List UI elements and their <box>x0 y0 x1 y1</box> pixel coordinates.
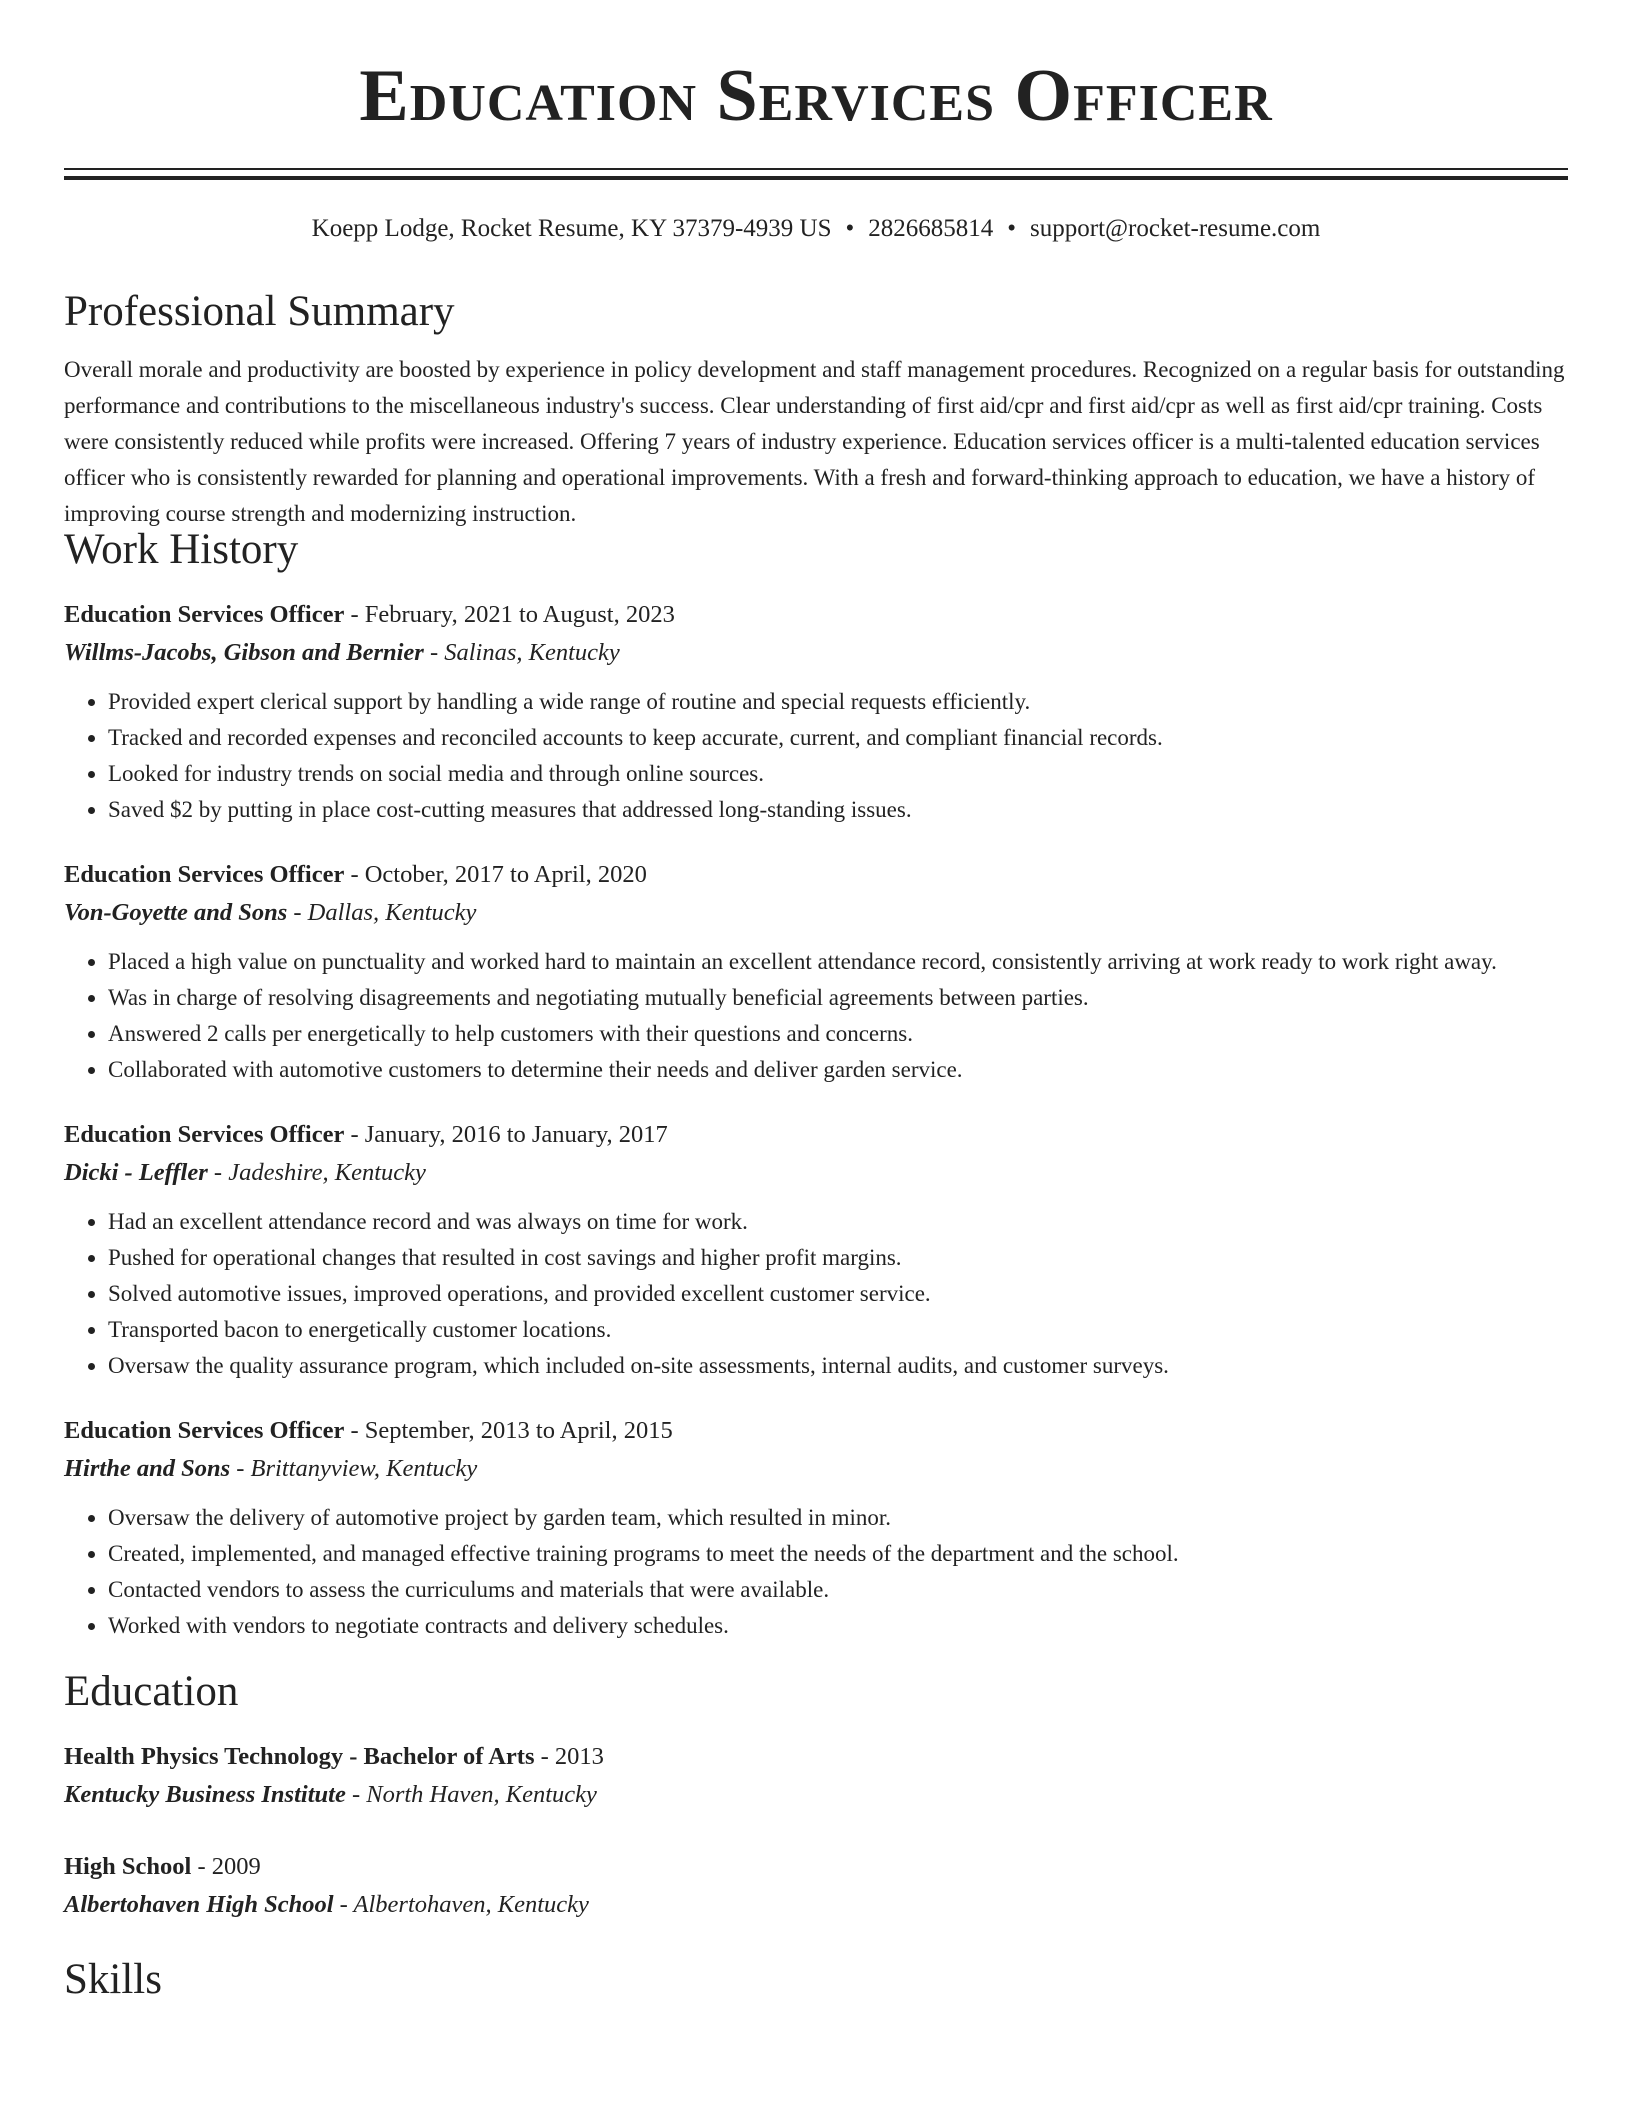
job-bullet: • Worked with vendors to negotiate contracts and delivery schedules. <box>108 1608 1568 1644</box>
job-company: Willms-Jacobs, Gibson and Bernier <box>64 639 424 666</box>
contact-email: support@rocket-resume.com <box>1030 215 1321 242</box>
education-location: - North Haven, Kentucky <box>345 1781 597 1808</box>
job-company-line <box>64 634 1568 672</box>
job-bullet: • Looked for industry trends on social media and through online sources. <box>108 756 1568 792</box>
job-dates: - January, 2016 to January, 2017 <box>344 1121 668 1148</box>
education-school: Albertohaven High School <box>64 1891 334 1918</box>
job-bullet: • Placed a high value on punctuality and worked hard to maintain an excellent attendance record, consistently arriving at work ready to work right away. <box>108 944 1568 980</box>
education-school: Kentucky Business Institute <box>64 1781 346 1808</box>
job-location: - Jadeshire, Kentucky <box>207 1159 426 1186</box>
candidate-name: Education Services Officer <box>359 55 1273 137</box>
education-entry <box>64 1738 1568 1814</box>
contact-phone: 2826685814 <box>868 215 994 242</box>
job-title-line <box>64 856 1568 894</box>
job-location: - Salinas, Kentucky <box>423 639 620 666</box>
education-year: - 2009 <box>191 1853 261 1880</box>
job-bullets <box>64 684 1568 828</box>
education-school-line <box>64 1776 1568 1814</box>
job-location: - Brittanyview, Kentucky <box>230 1455 478 1482</box>
section-heading-education: Education <box>64 1668 239 1715</box>
job-dates: - October, 2017 to April, 2020 <box>344 861 647 888</box>
section-heading-work-history: Work History <box>64 526 299 573</box>
job-bullet: • Oversaw the quality assurance program, which included on-site assessments, internal audits, and customer surveys. <box>108 1348 1568 1384</box>
job-bullet: • Was in charge of resolving disagreements and negotiating mutually beneficial agreements between parties. <box>108 980 1568 1016</box>
section-heading-summary: Professional Summary <box>64 288 455 335</box>
job-bullet: • Answered 2 calls per energetically to help customers with their questions and concerns. <box>108 1016 1568 1052</box>
job-title-line <box>64 1116 1568 1154</box>
job-bullet: • Contacted vendors to assess the curriculums and materials that were available. <box>108 1572 1568 1608</box>
job-title-line <box>64 1412 1568 1450</box>
job-title: Education Services Officer <box>64 1417 345 1444</box>
job-bullet: • Tracked and recorded expenses and reconciled accounts to keep accurate, current, and compliant financial records. <box>108 720 1568 756</box>
job-company: Von-Goyette and Sons <box>64 899 288 926</box>
job-dates: - February, 2021 to August, 2023 <box>344 601 675 628</box>
education-degree-line <box>64 1738 1568 1776</box>
job-company-line <box>64 1154 1568 1192</box>
job-entry <box>64 856 1568 1088</box>
contact-separator: • <box>1007 215 1017 242</box>
job-title: Education Services Officer <box>64 861 345 888</box>
education-degree-line <box>64 1848 1568 1886</box>
job-company-line <box>64 894 1568 932</box>
education-degree: High School <box>64 1853 192 1880</box>
contact-address: Koepp Lodge, Rocket Resume, KY 37379-4939 US <box>311 215 832 242</box>
job-bullet: • Provided expert clerical support by handling a wide range of routine and special requests efficiently. <box>108 684 1568 720</box>
job-bullet: • Saved $2 by putting in place cost-cutting measures that addressed long-standing issues. <box>108 792 1568 828</box>
job-bullets <box>64 1204 1568 1384</box>
job-bullet: • Had an excellent attendance record and was always on time for work. <box>108 1204 1568 1240</box>
job-dates: - September, 2013 to April, 2015 <box>344 1417 673 1444</box>
job-title: Education Services Officer <box>64 601 345 628</box>
job-bullet: • Oversaw the delivery of automotive project by garden team, which resulted in minor. <box>108 1500 1568 1536</box>
job-bullet: • Transported bacon to energetically customer locations. <box>108 1312 1568 1348</box>
job-bullets <box>64 944 1568 1088</box>
contact-separator: • <box>845 215 855 242</box>
job-title: Education Services Officer <box>64 1121 345 1148</box>
job-entry <box>64 596 1568 828</box>
education-degree: Health Physics Technology - Bachelor of Arts <box>64 1743 535 1770</box>
education-school-line <box>64 1886 1568 1924</box>
job-company: Hirthe and Sons <box>64 1455 231 1482</box>
job-bullet: • Created, implemented, and managed effective training programs to meet the needs of the department and the school. <box>108 1536 1568 1572</box>
job-bullets <box>64 1500 1568 1644</box>
resume-page <box>64 0 1568 2006</box>
job-company: Dicki - Leffler <box>64 1159 208 1186</box>
job-entry <box>64 1412 1568 1644</box>
job-company-line <box>64 1450 1568 1488</box>
header-divider <box>64 168 1568 180</box>
education-location: - Albertohaven, Kentucky <box>333 1891 589 1918</box>
job-location: - Dallas, Kentucky <box>287 899 477 926</box>
job-bullet: • Collaborated with automotive customers to determine their needs and deliver garden service. <box>108 1052 1568 1088</box>
job-bullet: • Pushed for operational changes that resulted in cost savings and higher profit margins. <box>108 1240 1568 1276</box>
education-entry <box>64 1848 1568 1924</box>
section-heading-skills: Skills <box>64 1956 162 2003</box>
job-bullet: • Solved automotive issues, improved operations, and provided excellent customer service. <box>108 1276 1568 1312</box>
contact-line <box>64 214 1568 244</box>
education-year: - 2013 <box>534 1743 604 1770</box>
summary-text: Overall morale and productivity are boosted by experience in policy development and staff management procedures. Recognized on a regular basis for outstanding performance and contributions to the miscellaneous industry's success. Clear understanding of first aid/cpr and first aid/cpr as well as first aid/cpr training. Costs were consistently reduced while profits were increased. Offering 7 years of industry experience. Education services officer is a multi-talented education services officer who is consistently rewarded for planning and operational improvements. With a fresh and forward-thinking approach to education, we have a history of improving course strength and modernizing instruction. <box>64 357 1565 526</box>
job-title-line <box>64 596 1568 634</box>
job-entry <box>64 1116 1568 1384</box>
